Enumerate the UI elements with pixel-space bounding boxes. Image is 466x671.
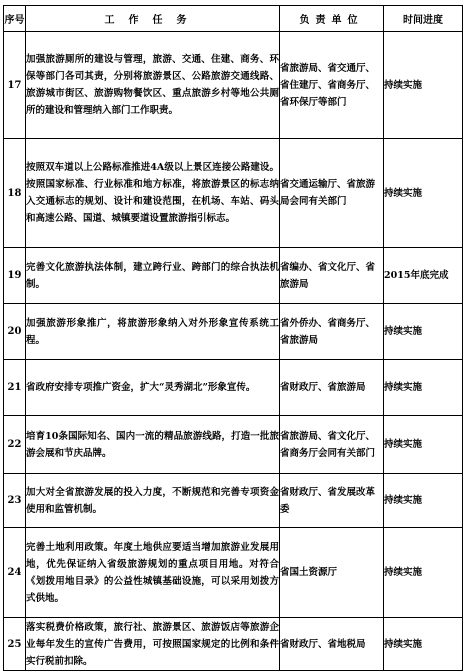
row-number: 22 bbox=[4, 416, 26, 474]
row-unit: 省财政厅、省旅游局 bbox=[280, 360, 384, 416]
row-task: 加强旅游厕所的建设与管理，旅游、交通、住建、商务、环保等部门各司其责，分别将旅游景区、公路旅游交通线路、旅游城市街区、旅游购物餐饮区、重点旅游乡村等地公共厕所的建设和管理纳入部门工作职责。 bbox=[26, 32, 280, 139]
row-unit: 省旅游局、省文化厅、省商务厅会同有关部门 bbox=[280, 416, 384, 474]
row-unit: 省交通运输厅、省旅游局会同有关部门 bbox=[280, 139, 384, 248]
header-unit: 负责单位 bbox=[280, 6, 384, 32]
header-task: 工作任务 bbox=[26, 6, 280, 32]
row-unit: 省旅游局、省交通厅、省住建厅、省商务厅、省环保厅等部门 bbox=[280, 32, 384, 139]
row-unit: 省编办、省文化厅、省旅游局 bbox=[280, 248, 384, 304]
row-number: 17 bbox=[4, 32, 26, 139]
header-progress: 时间进度 bbox=[384, 6, 463, 32]
table-row bbox=[4, 304, 463, 360]
row-task: 加大对全省旅游发展的投入力度，不断规范和完善专项资金使用和监管机制。 bbox=[26, 474, 280, 528]
row-number: 23 bbox=[4, 474, 26, 528]
row-progress: 持续实施 bbox=[384, 304, 463, 360]
row-number: 24 bbox=[4, 528, 26, 618]
row-task: 完善土地利用政策。年度土地供应要适当增加旅游业发展用地，优先保证纳入省级旅游规划的重点项目用地。对符合《划拨用地目录》的公益性城镇基础设施，可以采用划拨方式供地。 bbox=[26, 528, 280, 618]
table-row bbox=[4, 248, 463, 304]
row-task: 加强旅游形象推广，将旅游形象纳入对外形象宣传系统工程。 bbox=[26, 304, 280, 360]
header-no: 序号 bbox=[4, 6, 26, 32]
row-unit: 省财政厅、省地税局 bbox=[280, 618, 384, 671]
row-task: 省政府安排专项推广资金，扩大“灵秀湖北”形象宣传。 bbox=[26, 360, 280, 416]
row-task: 培育10条国际知名、国内一流的精品旅游线路，打造一批旅游会展和节庆品牌。 bbox=[26, 416, 280, 474]
row-unit: 省外侨办、省商务厅、省旅游局 bbox=[280, 304, 384, 360]
table-row bbox=[4, 416, 463, 474]
table-row bbox=[4, 474, 463, 528]
table-header-row bbox=[4, 6, 463, 32]
row-number: 19 bbox=[4, 248, 26, 304]
table-row bbox=[4, 618, 463, 671]
row-unit: 省财政厅、省发展改革委 bbox=[280, 474, 384, 528]
table-row bbox=[4, 528, 463, 618]
row-task: 完善文化旅游执法体制，建立跨行业、跨部门的综合执法机制。 bbox=[26, 248, 280, 304]
row-number: 21 bbox=[4, 360, 26, 416]
row-number: 25 bbox=[4, 618, 26, 671]
row-progress: 持续实施 bbox=[384, 618, 463, 671]
table-row bbox=[4, 360, 463, 416]
row-progress: 持续实施 bbox=[384, 528, 463, 618]
task-table bbox=[3, 5, 463, 671]
row-number: 18 bbox=[4, 139, 26, 248]
row-progress: 持续实施 bbox=[384, 416, 463, 474]
row-number: 20 bbox=[4, 304, 26, 360]
row-progress: 持续实施 bbox=[384, 474, 463, 528]
row-progress: 2015年底完成 bbox=[384, 248, 463, 304]
row-progress: 持续实施 bbox=[384, 139, 463, 248]
table-row bbox=[4, 32, 463, 139]
row-unit: 省国土资源厅 bbox=[280, 528, 384, 618]
table-row bbox=[4, 139, 463, 248]
row-progress: 持续实施 bbox=[384, 32, 463, 139]
row-progress: 持续实施 bbox=[384, 360, 463, 416]
row-task: 按照双车道以上公路标准推进4A级以上景区连接公路建设。按照国家标准、行业标准和地方标准，将旅游景区的标志纳入交通标志的规划、设计和建设范围，在机场、车站、码头和高速公路、国道、城镇要道设置旅游指引标志。 bbox=[26, 139, 280, 248]
row-task: 落实税费价格政策，旅行社、旅游景区、旅游饭店等旅游企业每年发生的宣传广告费用，可按照国家规定的比例和条件实行税前扣除。 bbox=[26, 618, 280, 671]
